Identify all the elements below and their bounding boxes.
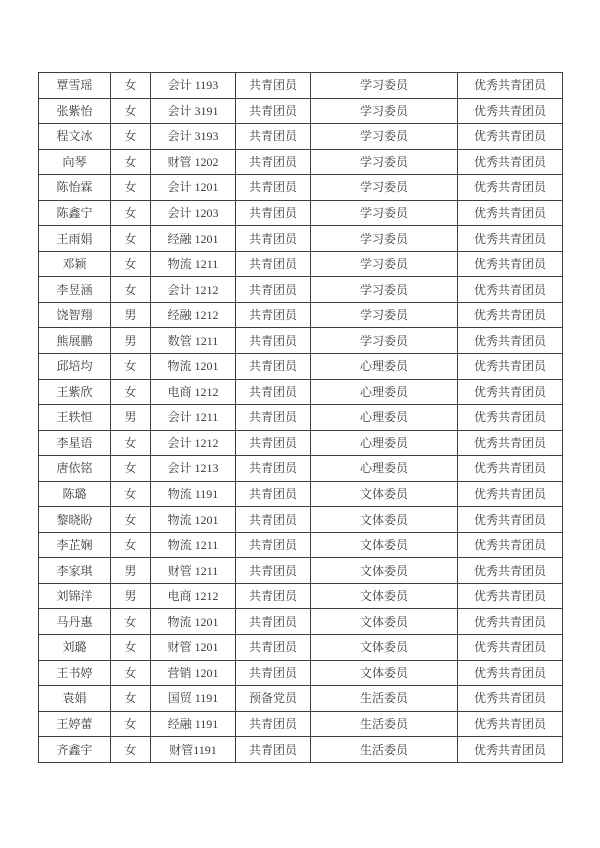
cell-award: 优秀共青团员 [458, 379, 563, 405]
cell-political-status: 共青团员 [236, 481, 311, 507]
cell-gender: 女 [111, 686, 151, 712]
cell-student-name: 陈怡霖 [39, 175, 111, 201]
cell-gender: 女 [111, 200, 151, 226]
cell-student-name: 覃雪瑶 [39, 73, 111, 99]
cell-political-status: 共青团员 [236, 226, 311, 252]
cell-class: 会计 1201 [151, 175, 236, 201]
cell-political-status: 共青团员 [236, 711, 311, 737]
cell-gender: 女 [111, 226, 151, 252]
cell-position: 学习委员 [311, 226, 458, 252]
cell-position: 文体委员 [311, 481, 458, 507]
table-row [39, 405, 563, 431]
cell-award: 优秀共青团员 [458, 251, 563, 277]
cell-political-status: 共青团员 [236, 456, 311, 482]
cell-class: 电商 1212 [151, 379, 236, 405]
cell-position: 学习委员 [311, 175, 458, 201]
cell-student-name: 刘锦洋 [39, 583, 111, 609]
cell-award: 优秀共青团员 [458, 430, 563, 456]
cell-political-status: 共青团员 [236, 635, 311, 661]
cell-student-name: 向琴 [39, 149, 111, 175]
cell-award: 优秀共青团员 [458, 507, 563, 533]
cell-student-name: 王轶恒 [39, 405, 111, 431]
cell-position: 生活委员 [311, 711, 458, 737]
cell-political-status: 共青团员 [236, 302, 311, 328]
cell-political-status: 共青团员 [236, 73, 311, 99]
cell-gender: 女 [111, 507, 151, 533]
cell-student-name: 陈璐 [39, 481, 111, 507]
cell-position: 文体委员 [311, 635, 458, 661]
cell-gender: 女 [111, 456, 151, 482]
cell-gender: 女 [111, 635, 151, 661]
cell-class: 会计 3193 [151, 124, 236, 150]
cell-student-name: 熊展鹏 [39, 328, 111, 354]
cell-political-status: 共青团员 [236, 558, 311, 584]
cell-gender: 女 [111, 379, 151, 405]
cell-award: 优秀共青团员 [458, 456, 563, 482]
cell-political-status: 共青团员 [236, 328, 311, 354]
table-row [39, 532, 563, 558]
cell-political-status: 共青团员 [236, 737, 311, 763]
cell-class: 物流 1201 [151, 507, 236, 533]
cell-gender: 女 [111, 532, 151, 558]
cell-class: 电商 1212 [151, 583, 236, 609]
cell-position: 心理委员 [311, 430, 458, 456]
cell-student-name: 唐依铭 [39, 456, 111, 482]
cell-position: 生活委员 [311, 686, 458, 712]
cell-position: 生活委员 [311, 737, 458, 763]
cell-class: 会计 1212 [151, 277, 236, 303]
cell-award: 优秀共青团员 [458, 660, 563, 686]
cell-award: 优秀共青团员 [458, 737, 563, 763]
cell-class: 会计 1193 [151, 73, 236, 99]
cell-class: 财管 1211 [151, 558, 236, 584]
cell-award: 优秀共青团员 [458, 354, 563, 380]
cell-student-name: 饶智翔 [39, 302, 111, 328]
cell-position: 学习委员 [311, 200, 458, 226]
cell-class: 财管 1201 [151, 635, 236, 661]
cell-class: 物流 1191 [151, 481, 236, 507]
cell-gender: 男 [111, 302, 151, 328]
cell-political-status: 共青团员 [236, 175, 311, 201]
cell-position: 学习委员 [311, 149, 458, 175]
cell-student-name: 李昱涵 [39, 277, 111, 303]
cell-political-status: 共青团员 [236, 251, 311, 277]
cell-position: 心理委员 [311, 354, 458, 380]
cell-award: 优秀共青团员 [458, 302, 563, 328]
cell-gender: 女 [111, 175, 151, 201]
cell-gender: 女 [111, 711, 151, 737]
cell-gender: 男 [111, 405, 151, 431]
cell-gender: 女 [111, 609, 151, 635]
cell-position: 心理委员 [311, 456, 458, 482]
cell-gender: 女 [111, 73, 151, 99]
table-row [39, 124, 563, 150]
cell-class: 营销 1201 [151, 660, 236, 686]
cell-political-status: 共青团员 [236, 405, 311, 431]
cell-student-name: 王雨娟 [39, 226, 111, 252]
table-row [39, 686, 563, 712]
table-row [39, 711, 563, 737]
cell-class: 会计 1213 [151, 456, 236, 482]
cell-award: 优秀共青团员 [458, 532, 563, 558]
cell-class: 会计 3191 [151, 98, 236, 124]
cell-position: 学习委员 [311, 302, 458, 328]
cell-political-status: 共青团员 [236, 124, 311, 150]
table-row [39, 660, 563, 686]
table-row [39, 175, 563, 201]
roster-table [38, 72, 563, 763]
cell-position: 学习委员 [311, 328, 458, 354]
cell-position: 学习委员 [311, 98, 458, 124]
cell-class: 物流 1201 [151, 354, 236, 380]
cell-class: 财管 1202 [151, 149, 236, 175]
table-row [39, 226, 563, 252]
cell-award: 优秀共青团员 [458, 175, 563, 201]
table-row [39, 200, 563, 226]
cell-gender: 女 [111, 430, 151, 456]
table-row [39, 328, 563, 354]
cell-political-status: 共青团员 [236, 354, 311, 380]
cell-class: 国贸 1191 [151, 686, 236, 712]
table-row [39, 379, 563, 405]
cell-student-name: 李星语 [39, 430, 111, 456]
cell-award: 优秀共青团员 [458, 73, 563, 99]
cell-award: 优秀共青团员 [458, 558, 563, 584]
cell-position: 学习委员 [311, 251, 458, 277]
cell-student-name: 邱培均 [39, 354, 111, 380]
cell-political-status: 共青团员 [236, 200, 311, 226]
cell-gender: 女 [111, 149, 151, 175]
cell-student-name: 齐鑫宇 [39, 737, 111, 763]
table-row [39, 277, 563, 303]
table-row [39, 149, 563, 175]
cell-position: 文体委员 [311, 609, 458, 635]
cell-gender: 女 [111, 124, 151, 150]
table-row [39, 98, 563, 124]
cell-political-status: 共青团员 [236, 430, 311, 456]
cell-award: 优秀共青团员 [458, 226, 563, 252]
cell-gender: 女 [111, 277, 151, 303]
cell-student-name: 邓颖 [39, 251, 111, 277]
roster-table-body [39, 73, 563, 763]
cell-position: 文体委员 [311, 558, 458, 584]
cell-award: 优秀共青团员 [458, 609, 563, 635]
cell-political-status: 共青团员 [236, 532, 311, 558]
cell-political-status: 共青团员 [236, 379, 311, 405]
table-row [39, 737, 563, 763]
cell-award: 优秀共青团员 [458, 124, 563, 150]
cell-class: 经融 1212 [151, 302, 236, 328]
cell-student-name: 王紫欣 [39, 379, 111, 405]
cell-award: 优秀共青团员 [458, 481, 563, 507]
cell-class: 会计 1203 [151, 200, 236, 226]
cell-award: 优秀共青团员 [458, 277, 563, 303]
cell-political-status: 共青团员 [236, 609, 311, 635]
table-row [39, 456, 563, 482]
cell-award: 优秀共青团员 [458, 711, 563, 737]
cell-award: 优秀共青团员 [458, 583, 563, 609]
cell-award: 优秀共青团员 [458, 149, 563, 175]
cell-award: 优秀共青团员 [458, 328, 563, 354]
cell-student-name: 李芷娴 [39, 532, 111, 558]
cell-political-status: 共青团员 [236, 583, 311, 609]
cell-gender: 女 [111, 737, 151, 763]
cell-class: 物流 1211 [151, 251, 236, 277]
table-row [39, 73, 563, 99]
cell-student-name: 程文冰 [39, 124, 111, 150]
cell-gender: 女 [111, 481, 151, 507]
cell-position: 文体委员 [311, 660, 458, 686]
cell-student-name: 马丹惠 [39, 609, 111, 635]
table-row [39, 251, 563, 277]
cell-gender: 男 [111, 583, 151, 609]
cell-award: 优秀共青团员 [458, 635, 563, 661]
cell-gender: 女 [111, 98, 151, 124]
table-row [39, 507, 563, 533]
cell-class: 财管1191 [151, 737, 236, 763]
table-row [39, 609, 563, 635]
cell-student-name: 张紫怡 [39, 98, 111, 124]
cell-political-status: 预备党员 [236, 686, 311, 712]
cell-class: 会计 1211 [151, 405, 236, 431]
cell-student-name: 袁娟 [39, 686, 111, 712]
cell-class: 数管 1211 [151, 328, 236, 354]
table-row [39, 558, 563, 584]
table-row [39, 354, 563, 380]
table-row [39, 430, 563, 456]
cell-class: 会计 1212 [151, 430, 236, 456]
cell-position: 文体委员 [311, 583, 458, 609]
cell-position: 文体委员 [311, 532, 458, 558]
cell-award: 优秀共青团员 [458, 405, 563, 431]
cell-political-status: 共青团员 [236, 507, 311, 533]
cell-class: 物流 1201 [151, 609, 236, 635]
cell-political-status: 共青团员 [236, 660, 311, 686]
cell-gender: 男 [111, 328, 151, 354]
cell-class: 经融 1191 [151, 711, 236, 737]
cell-position: 学习委员 [311, 73, 458, 99]
table-row [39, 635, 563, 661]
cell-student-name: 王婷蕾 [39, 711, 111, 737]
table-row [39, 302, 563, 328]
cell-position: 文体委员 [311, 507, 458, 533]
cell-student-name: 王书婷 [39, 660, 111, 686]
cell-gender: 女 [111, 660, 151, 686]
cell-student-name: 李家琪 [39, 558, 111, 584]
cell-gender: 女 [111, 354, 151, 380]
cell-position: 心理委员 [311, 379, 458, 405]
cell-political-status: 共青团员 [236, 98, 311, 124]
cell-class: 物流 1211 [151, 532, 236, 558]
cell-award: 优秀共青团员 [458, 200, 563, 226]
cell-student-name: 黎晓盼 [39, 507, 111, 533]
cell-gender: 女 [111, 251, 151, 277]
cell-award: 优秀共青团员 [458, 98, 563, 124]
cell-student-name: 刘璐 [39, 635, 111, 661]
cell-gender: 男 [111, 558, 151, 584]
cell-political-status: 共青团员 [236, 277, 311, 303]
cell-class: 经融 1201 [151, 226, 236, 252]
cell-position: 学习委员 [311, 124, 458, 150]
cell-political-status: 共青团员 [236, 149, 311, 175]
cell-position: 心理委员 [311, 405, 458, 431]
cell-position: 学习委员 [311, 277, 458, 303]
table-row [39, 583, 563, 609]
cell-student-name: 陈鑫宁 [39, 200, 111, 226]
table-row [39, 481, 563, 507]
cell-award: 优秀共青团员 [458, 686, 563, 712]
